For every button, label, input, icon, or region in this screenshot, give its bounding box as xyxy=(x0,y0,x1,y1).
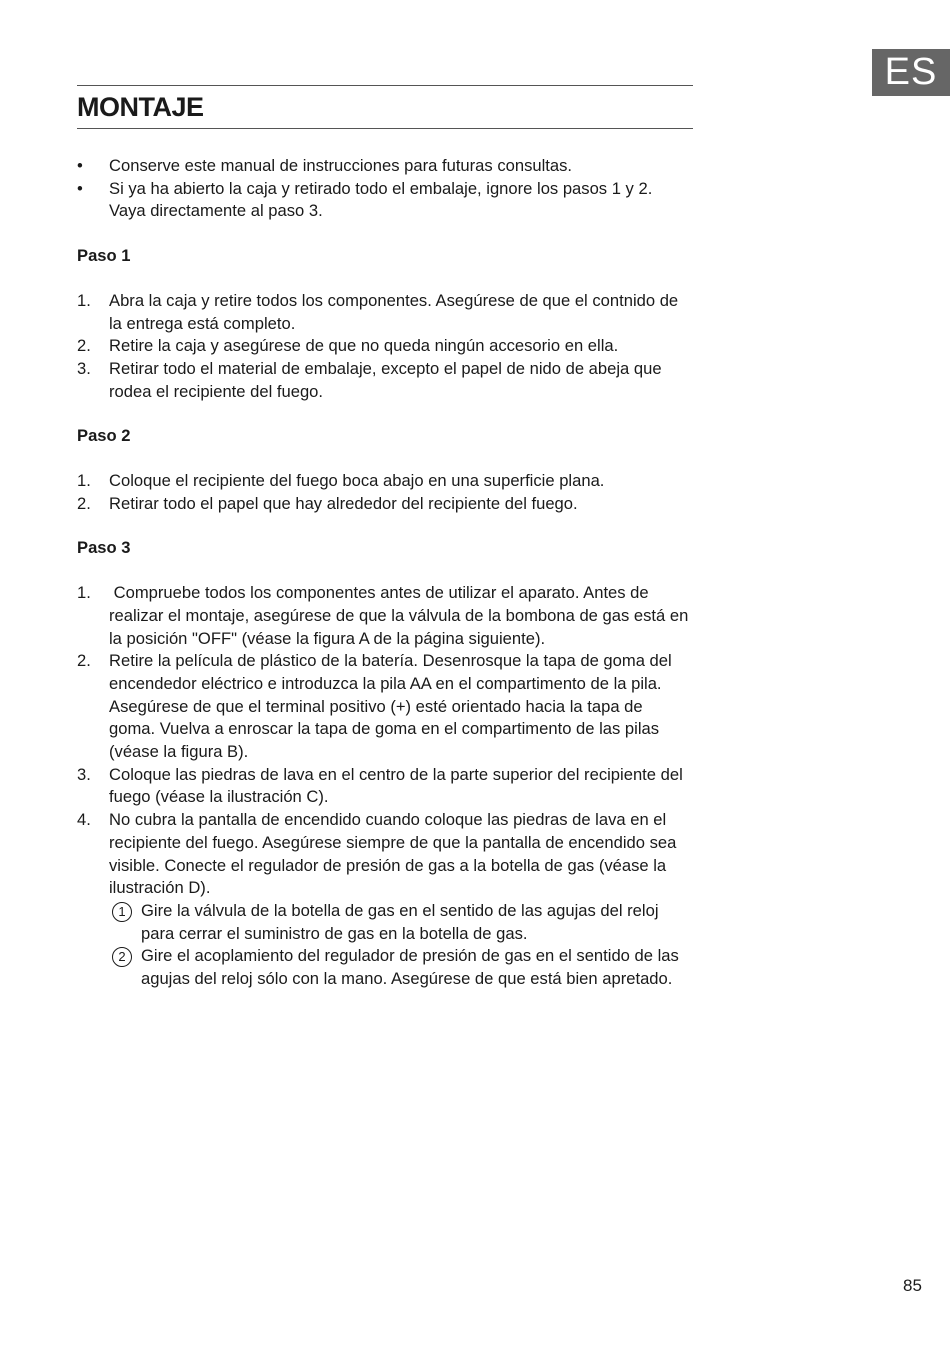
list-item xyxy=(77,764,693,809)
page-number: 85 xyxy=(903,1276,922,1295)
item-text: Retire la película de plástico de la batería. Desenrosque la tapa de goma del encendedor eléctrico e introduzca la pila AA en el compartimento de la pila. Asegúrese de que el terminal positivo (+) esté orientado hacia la tapa de goma. Vuelva a enroscar la tapa de goma en el compartimento de las pilas (véase la figura B). xyxy=(109,651,672,762)
list-item xyxy=(77,290,693,335)
list-item xyxy=(77,493,693,516)
bullet-marker: • xyxy=(77,178,83,198)
item-text: Coloque las piedras de lava en el centro de la parte superior del recipiente del fuego (véase la ilustración C). xyxy=(109,764,683,807)
step-3-list xyxy=(77,582,693,900)
step-2-heading: Paso 2 xyxy=(77,426,131,446)
item-number: 1. xyxy=(77,290,91,310)
intro-bullet-item xyxy=(77,155,693,178)
item-number: 1. xyxy=(77,471,91,491)
list-item xyxy=(77,358,693,403)
item-number: 2. xyxy=(77,651,91,671)
item-number: 2. xyxy=(77,493,91,513)
title-bottom-rule xyxy=(77,128,693,129)
circled-number-1: 1 xyxy=(112,902,132,922)
intro-bullet-item xyxy=(77,178,693,223)
list-item xyxy=(77,335,693,358)
sub-list-item xyxy=(77,900,693,945)
item-number: 3. xyxy=(77,764,91,784)
item-number: 1. xyxy=(77,583,91,603)
item-text: Retirar todo el material de embalaje, excepto el papel de nido de abeja que rodea el recipiente del fuego. xyxy=(109,358,662,401)
circled-number-2: 2 xyxy=(112,947,132,967)
item-number: 4. xyxy=(77,810,91,830)
item-text: Coloque el recipiente del fuego boca abajo en una superficie plana. xyxy=(109,471,605,491)
document-content xyxy=(77,85,693,991)
sub-item-text: Gire la válvula de la botella de gas en el sentido de las agujas del reloj para cerrar el suministro de gas en la botella de gas. xyxy=(141,900,659,943)
item-text: Compruebe todos los componentes antes de utilizar el aparato. Antes de realizar el montaje, asegúrese de que la válvula de la bombona de gas está en la posición "OFF" (véase la figura A de la página siguiente). xyxy=(109,583,693,648)
item-number: 3. xyxy=(77,358,91,378)
list-item xyxy=(77,809,693,900)
sub-item-text: Gire el acoplamiento del regulador de presión de gas en el sentido de las agujas del reloj sólo con la mano. Asegúrese de que está bien apretado. xyxy=(141,946,679,989)
step-1-heading: Paso 1 xyxy=(77,246,131,266)
intro-bullet-list xyxy=(77,155,693,223)
item-text: No cubra la pantalla de encendido cuando coloque las piedras de lava en el recipiente del fuego. Asegúrese siempre de que la pantalla de encendido sea visible. Conecte el regulador de presión de gas a la botella de gas (véase la ilustración D). xyxy=(109,810,677,898)
item-text: Retirar todo el papel que hay alrededor del recipiente del fuego. xyxy=(109,493,578,513)
list-item xyxy=(77,650,693,764)
language-tab: ES xyxy=(872,49,950,96)
step-3-heading: Paso 3 xyxy=(77,538,131,558)
page-title: MONTAJE xyxy=(77,92,204,122)
bullet-marker: • xyxy=(77,156,83,175)
sub-list-item xyxy=(77,945,693,990)
list-item xyxy=(77,582,693,650)
list-item xyxy=(77,470,693,493)
item-number: 2. xyxy=(77,336,91,356)
item-text: Retire la caja y asegúrese de que no queda ningún accesorio en ella. xyxy=(109,336,619,356)
bullet-text: Si ya ha abierto la caja y retirado todo el embalaje, ignore los pasos 1 y 2. Vaya directamente al paso 3. xyxy=(109,178,653,221)
step-2-list xyxy=(77,470,693,515)
step-3-sub-list xyxy=(77,900,693,991)
bullet-text: Conserve este manual de instrucciones para futuras consultas. xyxy=(109,156,573,175)
step-1-list xyxy=(77,290,693,404)
item-text: Abra la caja y retire todos los componentes. Asegúrese de que el contnido de la entrega está completo. xyxy=(109,290,679,333)
